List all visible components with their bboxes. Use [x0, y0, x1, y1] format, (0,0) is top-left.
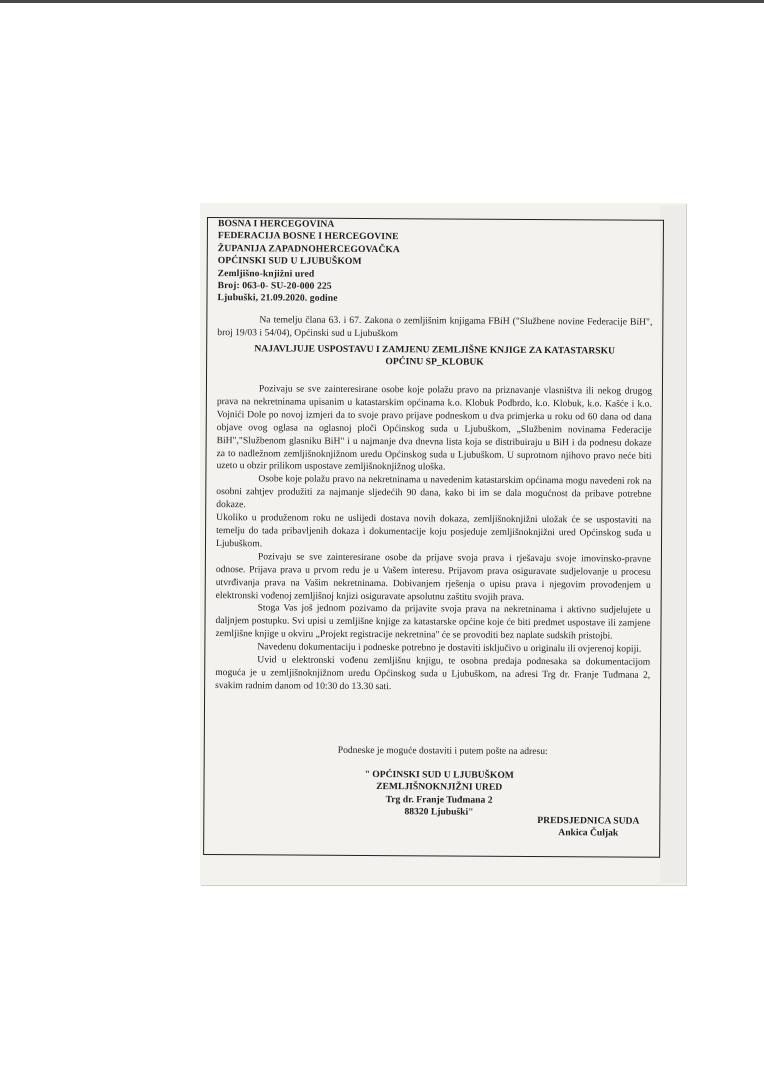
- signature-name: Ankica Čuljak: [558, 827, 619, 839]
- notice-header: [217, 218, 400, 306]
- adjacent-column-strip: [660, 205, 686, 883]
- address-line-1: " OPĆINSKI SUD U LJUBUŠKOM: [364, 768, 514, 781]
- signature-block: [537, 815, 639, 840]
- paragraph-7: Uvid u elektronski vođenu zemljišnu knjigu, te osobna predaja podnesaka sa dokumentacijom moguća je u zemljišnoknjižnom uredu Općinskog suda u Ljubuškom, na adresi Trg dr. Franje Tuđmana 2, svakim radnim danom od 10:30 do 13.30 sati.: [215, 654, 651, 692]
- title-line-2: OPĆINU SP_KLOBUK: [385, 356, 484, 369]
- header-federation: FEDERACIJA BOSNE I HERCEGOVINE: [217, 230, 399, 243]
- paragraph-2: Osobe koje polažu pravo na nekretninama u navedenim katastarskim općinama mogu navedeni rok na osobni zahtjev produžiti za najmanje sljedećih 90 dana, kako bi im se dala mogućnost da pribave potrebne dokaze.: [216, 473, 652, 511]
- header-case-number: Broj: 063-0- SU-20-000 225: [217, 280, 332, 292]
- postal-instruction: Podneske je moguće dostaviti i putem pošte na adresu:: [337, 744, 548, 758]
- title-line-1: NAJAVLJUJE USPOSTAVU I ZAMJENU ZEMLJIŠNE KNJIGE ZA KATASTARSKU: [254, 343, 616, 357]
- notice-body: [215, 383, 652, 695]
- header-place-date: Ljubuški, 21.09.2020. godine: [217, 292, 338, 305]
- header-country: BOSNA I HERCEGOVINA: [217, 218, 335, 230]
- paragraph-3: Ukoliko u produženom roku ne uslijedi dostava novih dokaza, zemljišnoknjižni uložak će se uspostaviti na temelju do tada pribavljenih dokaza i dokumentacije koju posjeduje zemljišnoknjižni ured Općinskog suda u Ljubuškom.: [215, 512, 652, 550]
- notice-frame: [203, 217, 664, 858]
- address-line-4: 88320 Ljubuški": [404, 806, 474, 818]
- signature-role: PREDSJEDNICA SUDA: [537, 815, 640, 827]
- address-line-3: Trg dr. Franje Tuđmana 2: [385, 793, 493, 806]
- header-court: OPĆINSKI SUD U LJUBUŠKOM: [217, 255, 362, 268]
- paragraph-5: Stoga Vas još jednom pozivamo da prijavite svoja prava na nekretninama i aktivno sudjelujete u daljnjem postupku. Svi upisi u zemljišne knjige za katastarske općine koje će biti predmet uspostave ili zamjene zemljišne knjige u okviru „Projekt registracije nekretnina" će se provoditi bez naplate sudskih pristojbi.: [215, 602, 651, 642]
- paragraph-1: Pozivaju se sve zainteresirane osobe koje polažu pravo na priznavanje vlasništva ili nekog drugog prava na nekretninama upisanim u katastarskim općinama k.o. Klobuk Podbrdo, k.o. Klobuk, k.o. Kašće i k.o. Vojnići Dole po novoj izmjeri da to svoje pravo prijave podneskom u dva primjerka u roku od 60 dana od dana objave ovog oglasa na oglasnoj ploči Općinskog suda u Ljubuškom, „Službenim novinama Federacije BiH","Službenom glasniku BiH" i u najmanje dva dnevna lista koja se distribuiraju u BiH i da podnesu dokaze za to nadležnom zemljišnoknjižnom uredu Općinskog suda u Ljubuškom. U suprotnom njihovo pravo neće biti uzeto u obzir prilikom uspostave zemljišnoknjižnog uloška.: [216, 383, 652, 473]
- intro-text: Na temelju člana 63. i 67. Zakona o zemljišnim knjigama FBiH ("Službene novine Federacije BiH", broj 19/03 i 54/04), Općinski sud u Ljubuškom: [217, 314, 653, 340]
- address-line-2: ZEMLJIŠNOKNJIŽNI URED: [376, 781, 503, 794]
- header-canton: ŽUPANIJA ZAPADNOHERCEGOVAČKA: [217, 242, 401, 255]
- intro-paragraph: [217, 314, 652, 342]
- scan-top-edge: [0, 0, 764, 3]
- notice-title: [207, 343, 662, 371]
- postal-address: [364, 769, 514, 820]
- paragraph-6: Navedenu dokumentaciju i podneske potrebno je dostaviti isključivo u originalu ili ovjerenoj kopiji.: [257, 641, 642, 655]
- header-office: Zemljišno-knjižni ured: [217, 267, 315, 280]
- paragraph-4: Pozivaju se sve zainteresirane osobe da prijave svoja prava i rješavaju svoje imovinsko-pravne odnose. Prijava prava u prvom redu je u Vašem interesu. Prijavom prava osiguravate sudjelovanje u procesu utvrđivanja prava na Vašim nekretninama. Dobivanjem rješenja o upisu prava i njegovim provođenjem u elektronski vođenoj zemljišnoj knjizi osiguravate apsolutnu zaštitu svojih prava.: [215, 551, 651, 603]
